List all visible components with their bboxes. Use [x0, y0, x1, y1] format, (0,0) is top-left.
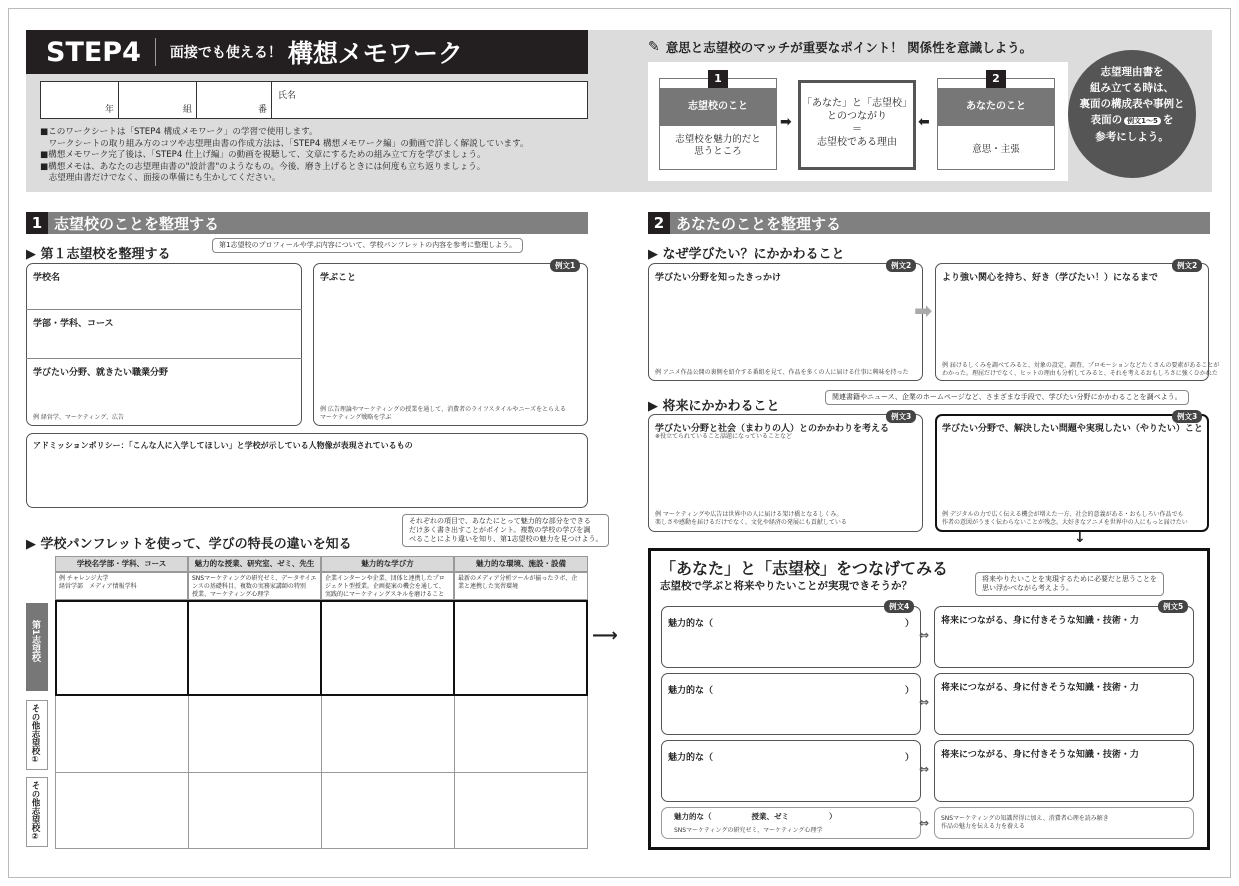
interest-label: より強い関心を持ち、好き（学びたい！）になるまで: [942, 273, 1159, 283]
point-headline: [648, 38, 1032, 56]
example-line: わかった。理屈だけでなく、ヒットの理由も分析してみると、それを考えるおもしろさに強くひかれた: [942, 370, 1218, 377]
you-box-desc: 意思・主張: [972, 144, 1020, 155]
example-tag: 例文2: [886, 259, 916, 272]
connection-box: [798, 80, 916, 170]
note-line: ■このワークシートは「STEP4 構成メモワーク」の学習で使用します。: [40, 127, 318, 137]
section2-number: 2: [648, 212, 670, 234]
example-line: 例 デジタルの力で広く伝える機会が増えた一方、社会的意義がある・おもしろい作品でも: [942, 511, 1184, 518]
tip-text: 表面の: [1090, 114, 1123, 126]
callout-first-school: 第1志望校のプロフィールや学ぶ内容について、学校パンフレットの内容を参考に整理しよう。: [212, 238, 523, 253]
tip-circle: [1068, 50, 1196, 178]
dept-field[interactable]: [28, 328, 300, 356]
attractive-example-label: [674, 811, 837, 822]
callout-line: だけ多く書き出すことがポイント。複数の学校の学びを調: [409, 526, 591, 534]
first-school-cell[interactable]: [55, 600, 189, 696]
example-line: SNSマーケティングの研究ゼミ、データサイエ: [192, 575, 317, 582]
section2-header: [648, 212, 1210, 234]
example-line: 業と連携した実習環境: [458, 583, 519, 590]
box2-number: 2: [986, 70, 1006, 88]
name-label: 氏名: [278, 91, 297, 101]
school-box-title: 志望校のこと: [659, 88, 777, 126]
attractive-label: 魅力的な（: [668, 619, 714, 629]
section2-title: あなたのことを整理する: [676, 214, 842, 233]
trigger-label: 学びたい分野を知ったきっかけ: [655, 273, 782, 283]
desc-line: 志望校を魅力的だと: [675, 134, 761, 145]
example-line: 楽しさや感動を届けるだけでなく、文化や経済の発展にも貢献している: [655, 519, 847, 526]
connect-subtitle: 志望校で学ぶと将来やりたいことが実現できそうか？: [660, 580, 912, 592]
number-label: 番: [257, 105, 267, 115]
attractive-label: 魅力的な（: [668, 686, 714, 696]
attractive-close: ）: [905, 686, 915, 696]
attractive-close: ）: [905, 619, 915, 629]
tip-line: 裏面の構成表や事例と: [1079, 98, 1185, 110]
class-label: 組: [182, 105, 192, 115]
subsection-future: ▶ 将来にかかわること: [648, 399, 780, 414]
learn-label: 学ぶこと: [320, 273, 357, 283]
first-school-cell[interactable]: [453, 600, 588, 696]
example-tag: 例文2: [1172, 259, 1202, 272]
example-line: 作者の意図がうまく伝わらないことが残念。大好きなアニメを世界中の人にもっと届けたい: [942, 519, 1188, 526]
pencil-icon: ✎: [648, 39, 660, 55]
tip-line: 参考にしよう。: [1095, 131, 1169, 143]
example-line: ンスの基礎科目、複数の実務家講師の特別: [192, 583, 306, 590]
section1-header: [26, 212, 588, 234]
example-line: 例 広告理論やマーケティングの授業を通して、消費者のライフスタイルやニーズをとらえる: [320, 406, 567, 413]
example-line: 例 届けるしくみを調べてみると、対象の設定、調査、プロモーションなどたくさんの要素があることが: [942, 362, 1220, 369]
example-line: 授業、マーケティング心理学: [192, 591, 270, 598]
example-label: 魅力的な（: [674, 812, 712, 821]
example-line: 経営学部 メディア情報学科: [59, 583, 137, 590]
attractive-label: 魅力的な（: [668, 753, 714, 763]
arrow-right-icon: ⟶: [592, 625, 618, 646]
society-example: [655, 511, 847, 527]
attractive-close: ）: [905, 753, 915, 763]
skill-label: 将来につながる、身に付きそうな知識・技術・力: [941, 616, 1139, 626]
connection-line: 志望校である理由: [817, 137, 897, 148]
section1-number: 1: [26, 212, 48, 234]
goal-label: 学びたい分野で、解決したい問題や実現したい（やりたい）こと: [942, 424, 1203, 434]
divider: [26, 309, 302, 310]
field-example: 例 経営学、マーケティング、広告: [33, 414, 124, 421]
tip-line: [1068, 112, 1196, 129]
school-name-field[interactable]: [28, 282, 300, 308]
example-tag: 例文3: [1172, 410, 1202, 423]
callout-line: 将来やりたいことを実現するために必要だと思うことを: [982, 575, 1157, 583]
example-cell: [55, 572, 188, 600]
dept-label: 学部・学科、コース: [33, 319, 114, 329]
callout-line: それぞれの項目で、あなたにとって魅力的な部分をできる: [409, 517, 591, 525]
callout-connect: [975, 572, 1164, 596]
tip-text: を: [1162, 114, 1174, 126]
school-name-label: 学校名: [33, 273, 61, 283]
connect-title: 「あなた」と「志望校」をつなげてみる: [660, 559, 949, 578]
interest-example: [942, 362, 1219, 378]
double-arrow-icon: ⇔: [919, 628, 930, 642]
double-arrow-icon: ⇔: [919, 762, 930, 776]
section1-title: 志望校のことを整理する: [54, 214, 220, 233]
double-arrow-icon: ⇔: [919, 816, 930, 830]
learn-box[interactable]: [313, 263, 588, 426]
double-arrow-icon: ⇔: [919, 695, 930, 709]
trigger-example: 例 アニメ作品公開の裏側を紹介する番組を見て、作品を多くの人に届ける仕事に興味を持った: [655, 369, 909, 376]
column-header: 学校名学部・学科、コース: [55, 556, 188, 572]
arrow-right-icon: ➡: [914, 299, 933, 324]
skill-label: 将来につながる、身に付きそうな知識・技術・力: [941, 750, 1139, 760]
name-table: [40, 81, 588, 119]
example-line: SNSマーケティングの知識習得に加え、消費者心理を読み解き: [941, 815, 1109, 822]
example-cell: [454, 572, 588, 600]
number-cell[interactable]: [197, 82, 272, 118]
you-box-title: あなたのこと: [937, 88, 1055, 126]
other-school-row-2: [55, 773, 588, 849]
point-headline-text: 意思と志望校のマッチが重要なポイント！ 関係性を意識しよう。: [665, 40, 1033, 55]
step-number: STEP4: [46, 36, 141, 68]
arrow-right-icon: ➡: [780, 114, 792, 130]
callout-line: べることにより違いを知り、第1志望校の魅力を見つけよう。: [409, 535, 603, 543]
arrow-down-icon: ↓: [1074, 530, 1086, 546]
example-line: 最新のメディア分析ツールが揃ったラボ、企: [458, 575, 578, 582]
subsection-why: ▶ なぜ学びたい？にかかわること: [648, 247, 845, 262]
connection-line: ＝: [852, 124, 862, 135]
desc-line: 思うところ: [694, 146, 742, 157]
example-tag: 例文1: [550, 259, 580, 272]
learn-example: [320, 406, 566, 422]
society-label: 学びたい分野と社会（まわりの人）とのかかわりを考える: [655, 424, 890, 434]
divider: [26, 358, 302, 359]
example-line: 企業インターンや企業、団体と連携したプロ: [325, 575, 445, 582]
example-line: マーケティング戦略を学ぶ: [320, 414, 392, 421]
step-subtitle: 面接でも使える！: [169, 45, 282, 61]
callout-future: 関連書籍やニュース、企業のホームページなど、さまざまな手段で、学びたい分野にかかわることを調べよう。: [825, 390, 1189, 405]
example-line: 例 チャレンジ大学: [59, 575, 109, 582]
example-cell: [321, 572, 454, 600]
column-header: 魅力的な環境、施設・設備: [454, 556, 588, 572]
column-header: 魅力的な授業、研究室、ゼミ、先生: [188, 556, 321, 572]
callout-pamphlet: [402, 514, 609, 547]
note-line: ■構想メモワーク完了後は、「STEP4 仕上げ編」の動画を視聴して、文章にするための組み立て方を学びましょう。: [40, 150, 486, 160]
example-line: 実践的にマーケティングスキルを磨けること: [325, 591, 445, 598]
skill-example-text: [941, 815, 1109, 831]
year-label: 年: [104, 105, 114, 115]
example-fill: 授業、ゼミ: [751, 812, 789, 821]
note-line: ワークシートの取り組み方のコツや志望理由書の作成方法は、「STEP4 構想メモワーク編」の動画で詳しく解説しています。: [40, 138, 529, 149]
row-label-other1-text: その他志望校①: [30, 704, 40, 765]
page-title: 構想メモワーク: [287, 39, 463, 68]
row-label-first-text: 第1志望校: [30, 620, 40, 663]
row-label-other2-text: その他志望校②: [30, 781, 40, 842]
example-line: 作品の魅力を伝える力を養える: [941, 823, 1026, 830]
step-divider: [155, 38, 156, 66]
note-line: 志望理由書だけでなく、面接の準備にも生かしてください。: [40, 173, 281, 183]
skill-label: 将来につながる、身に付きそうな知識・技術・力: [941, 683, 1139, 693]
school-box-desc: [659, 134, 777, 158]
example-tag: 例文5: [1158, 600, 1188, 613]
name-cell[interactable]: [272, 82, 587, 118]
example-close: ）: [829, 812, 837, 821]
year-cell[interactable]: [41, 82, 119, 118]
column-header: 魅力的な学び方: [321, 556, 454, 572]
goal-example: [942, 511, 1188, 527]
instructions: [40, 127, 580, 185]
example-tag: 例文3: [886, 410, 916, 423]
example-line: 例 マーケティングや広告は世界中の人に届ける架け橋となるしくみ。: [655, 511, 843, 518]
first-school-cell[interactable]: [320, 600, 455, 696]
field-input[interactable]: [28, 378, 300, 408]
box1-number: 1: [708, 70, 728, 88]
example-tag: 例文4: [884, 600, 914, 613]
subsection-pamphlet: ▶ 学校パンフレットを使って、学びの特長の違いを知る: [26, 537, 352, 552]
example-cell: [188, 572, 321, 600]
note-line: ■構想メモは、あなたの志望理由書の"設計書"のようなもの。今後、磨き上げるときには何度も立ち返りましょう。: [40, 161, 486, 172]
tip-line: 組み立てる時は、: [1090, 82, 1174, 94]
society-note: ※役立てられていること話題になっていることなど: [655, 433, 793, 440]
tip-line: 志望理由書を: [1100, 66, 1164, 78]
first-school-cell[interactable]: [187, 600, 322, 696]
class-cell[interactable]: [119, 82, 197, 118]
connection-line: 「あなた」と「志望校」: [802, 98, 912, 109]
connection-line: とのつながり: [827, 111, 887, 122]
example-line: ジェクト型授業。企画提案の機会を通して、: [325, 583, 445, 590]
callout-line: 思い浮かべながら考えよう。: [982, 584, 1073, 592]
arrow-left-icon: ⬅: [918, 114, 930, 130]
admission-label: アドミッションポリシー：「こんな人に入学してほしい」と学校が示している人物像が表現されているもの: [33, 441, 413, 450]
example-tag: 例文1〜5: [1124, 117, 1161, 125]
step-title-bar: [26, 30, 588, 74]
field-label: 学びたい分野、就きたい職業分野: [33, 368, 169, 378]
attractive-example-desc: SNSマーケティングの研究ゼミ、マーケティング心理学: [674, 827, 823, 834]
subsection-first-school: ▶ 第１志望校を整理する: [26, 247, 171, 262]
